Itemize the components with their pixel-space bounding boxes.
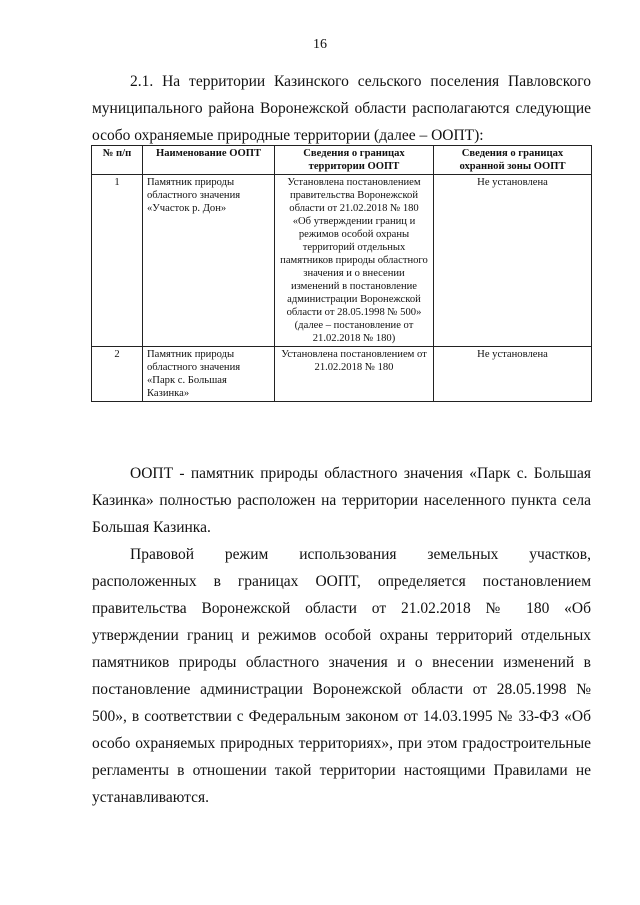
cell-zone: Не установлена <box>434 175 592 347</box>
cell-name: Памятник природы областного значения «Парк с. Большая Казинка» <box>143 347 275 402</box>
cell-borders: Установлена постановлением от 21.02.2018 № 180 <box>275 347 434 402</box>
header-name: Наименование ООПТ <box>143 146 275 175</box>
oopt-table <box>91 145 592 402</box>
table-header-row <box>92 146 592 175</box>
paragraph-text: ООПТ - памятник природы областного значения «Парк с. Большая Казинка» полностью расположен на территории населенного пункта села Большая Казинка. <box>92 465 591 536</box>
cell-number: 2 <box>92 347 143 402</box>
paragraph-text: Правовой режим использования земельных участков, расположенных в границах ООПТ, определяется постановлением правительства Воронежской области от 21.02.2018 № 180 «Об утверждении границ и режимов особой охраны территорий отдельных памятников природы областного значения и о внесении изменений в постановление администрации Воронежской области от 28.05.1998 № 500», в соответствии с Федеральным законом от 14.03.1995 № 33-ФЗ «Об особо охраняемых природных территориях», при этом градостроительные регламенты в отношении такой территории настоящими Правилами не устанавливаются. <box>92 546 591 806</box>
table-row <box>92 175 592 347</box>
header-zone: Сведения о границах охранной зоны ООПТ <box>434 146 592 175</box>
cell-zone: Не установлена <box>434 347 592 402</box>
paragraph-legal-regime <box>92 541 591 811</box>
header-borders: Сведения о границах территории ООПТ <box>275 146 434 175</box>
page-number: 16 <box>313 37 327 52</box>
cell-borders: Установлена постановлением правительства Воронежской области от 21.02.2018 № 180 «Об утверждении границ и режимов особой охраны территорий отдельных памятников природы областного значения и о внесении изменений в постановление администрации Воронежской области от 28.05.1998 № 500» (далее – постановление от 21.02.2018 № 180) <box>275 175 434 347</box>
header-number: № п/п <box>92 146 143 175</box>
intro-paragraph: 2.1. На территории Казинского сельского поселения Павловского муниципального района Воронежской области располагаются следующие особо охраняемые природные территории (далее – ООПТ): <box>92 73 591 144</box>
cell-name: Памятник природы областного значения «Участок р. Дон» <box>143 175 275 347</box>
cell-number: 1 <box>92 175 143 347</box>
paragraph-oopt-location <box>92 460 591 541</box>
table-row <box>92 347 592 402</box>
